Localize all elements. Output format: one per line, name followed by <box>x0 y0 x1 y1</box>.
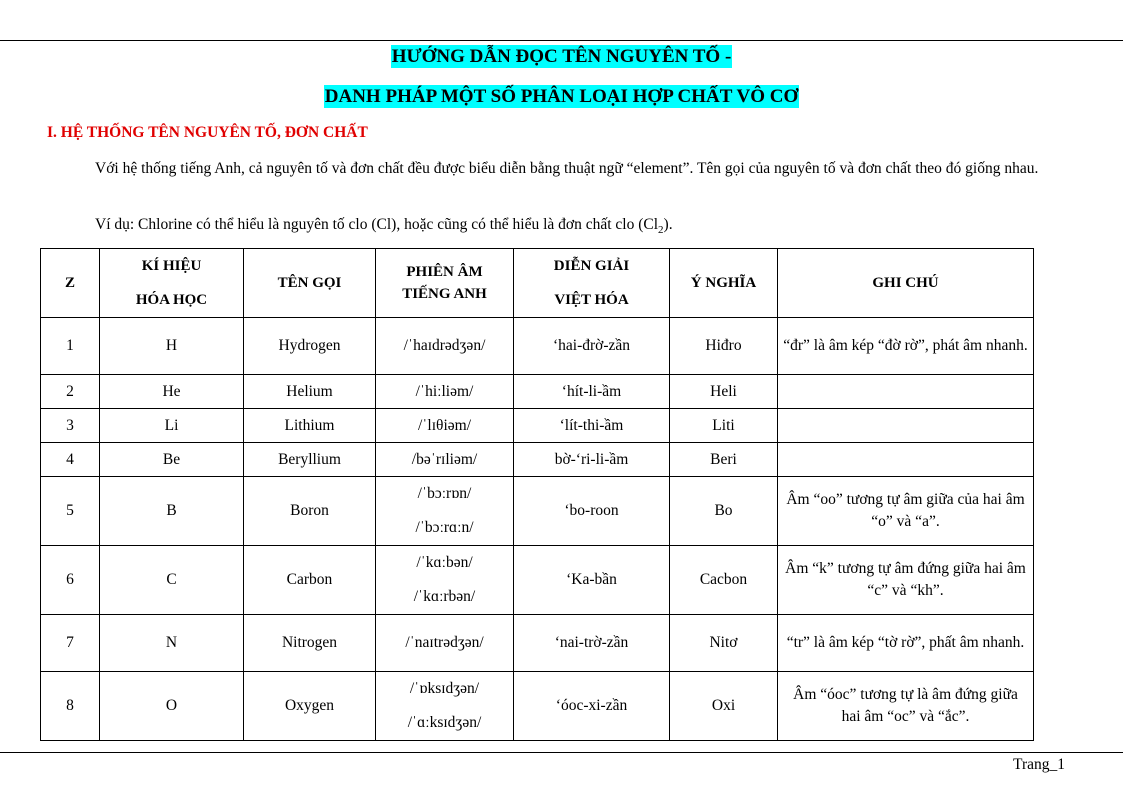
cell-ipa: /bəˈrɪliəm/ <box>376 443 514 477</box>
cell-symbol: Li <box>100 409 244 443</box>
cell-z: 2 <box>41 375 100 409</box>
cell-z: 3 <box>41 409 100 443</box>
ipa-variant-1: /ˈbɔːrɒn/ <box>417 485 472 502</box>
cell-meaning: Liti <box>670 409 778 443</box>
cell-symbol: O <box>100 672 244 741</box>
header-name: TÊN GỌI <box>244 249 376 318</box>
cell-ipa <box>376 546 514 615</box>
ipa-variant-2: /ˈkɑːrbən/ <box>413 588 476 605</box>
cell-note <box>778 409 1034 443</box>
cell-symbol: Be <box>100 443 244 477</box>
cell-note: Âm “k” tương tự âm đứng giữa hai âm “c” và “kh”. <box>778 546 1034 615</box>
cell-viet: ‘óoc-xi-zần <box>514 672 670 741</box>
page-number: Trang_1 <box>1013 756 1065 773</box>
cell-z: 7 <box>41 615 100 672</box>
cell-note <box>778 375 1034 409</box>
cell-ipa: /ˈhiːliəm/ <box>376 375 514 409</box>
cell-meaning: Cacbon <box>670 546 778 615</box>
cell-viet: ‘lít-thi-ầm <box>514 409 670 443</box>
table-row <box>41 375 1034 409</box>
cell-meaning: Beri <box>670 443 778 477</box>
table-row <box>41 477 1034 546</box>
header-z: Z <box>41 249 100 318</box>
document-title-line-2 <box>0 86 1123 108</box>
cell-symbol: H <box>100 318 244 375</box>
cell-ipa: /ˈlɪθiəm/ <box>376 409 514 443</box>
header-note: GHI CHÚ <box>778 249 1034 318</box>
table-header-row <box>41 249 1034 318</box>
cell-note: Âm “oo” tương tự âm giữa của hai âm “o” và “a”. <box>778 477 1034 546</box>
header-viet <box>514 249 670 318</box>
ipa-variant-1: /ˈɒksɪdʒən/ <box>409 680 480 697</box>
cell-name: Hydrogen <box>244 318 376 375</box>
title-highlight-1: HƯỚNG DẪN ĐỌC TÊN NGUYÊN TỐ - <box>391 46 732 67</box>
cell-note: “tr” là âm kép “tờ rờ”, phất âm nhanh. <box>778 615 1034 672</box>
cell-ipa: /ˈhaɪdrədʒən/ <box>376 318 514 375</box>
cell-meaning: Hiđro <box>670 318 778 375</box>
header-ipa-line-1: PHIÊN ÂM <box>406 264 483 280</box>
cell-name: Nitrogen <box>244 615 376 672</box>
cell-meaning: Oxi <box>670 672 778 741</box>
header-viet-line-1: DIỄN GIẢI <box>553 258 630 274</box>
cell-z: 8 <box>41 672 100 741</box>
cell-ipa: /ˈnaɪtrədʒən/ <box>376 615 514 672</box>
table-row <box>41 615 1034 672</box>
cell-z: 5 <box>41 477 100 546</box>
cell-name: Lithium <box>244 409 376 443</box>
section-heading: I. HỆ THỐNG TÊN NGUYÊN TỐ, ĐƠN CHẤT <box>47 124 368 141</box>
cell-note: “đr” là âm kép “đờ rờ”, phát âm nhanh. <box>778 318 1034 375</box>
example-text: Ví dụ: Chlorine có thể hiểu là nguyên tố clo (Cl), hoặc cũng có thể hiểu là đơn chất clo (Cl <box>95 216 659 233</box>
cell-symbol: N <box>100 615 244 672</box>
cell-viet: ‘bo-roon <box>514 477 670 546</box>
header-symbol-line-1: KÍ HIỆU <box>141 258 202 274</box>
top-rule <box>0 40 1123 41</box>
element-table <box>40 248 1034 741</box>
header-ipa-line-2: TIẾNG ANH <box>402 286 487 302</box>
ipa-variant-2: /ˈɑːksɪdʒən/ <box>407 714 482 731</box>
table-row <box>41 318 1034 375</box>
cell-name: Carbon <box>244 546 376 615</box>
example-subscript: 2 <box>658 224 664 237</box>
table-row <box>41 546 1034 615</box>
example-paragraph <box>47 213 1077 242</box>
cell-viet: ‘nai-trờ-zần <box>514 615 670 672</box>
cell-meaning: Nitơ <box>670 615 778 672</box>
table-row <box>41 672 1034 741</box>
table-row <box>41 409 1034 443</box>
intro-paragraph: Với hệ thống tiếng Anh, cả nguyên tố và đơn chất đều được biểu diễn bằng thuật ngữ “element”. Tên gọi của nguyên tố và đơn chất theo đó giống nhau. <box>95 160 1039 177</box>
cell-name: Helium <box>244 375 376 409</box>
bottom-rule <box>0 752 1123 753</box>
cell-viet: ‘hít-li-ầm <box>514 375 670 409</box>
cell-name: Oxygen <box>244 672 376 741</box>
cell-note: Âm “óoc” tương tự là âm đứng giữa hai âm “oc” và “ắc”. <box>778 672 1034 741</box>
cell-note <box>778 443 1034 477</box>
cell-meaning: Bo <box>670 477 778 546</box>
cell-symbol: B <box>100 477 244 546</box>
header-meaning: Ý NGHĨA <box>670 249 778 318</box>
ipa-variant-1: /ˈkɑːbən/ <box>416 554 473 571</box>
document-title-line-1 <box>0 46 1123 68</box>
header-viet-line-2: VIỆT HÓA <box>554 292 629 308</box>
cell-meaning: Heli <box>670 375 778 409</box>
cell-name: Beryllium <box>244 443 376 477</box>
cell-ipa <box>376 672 514 741</box>
example-text-end: ). <box>663 216 673 233</box>
cell-symbol: He <box>100 375 244 409</box>
cell-name: Boron <box>244 477 376 546</box>
ipa-variant-2: /ˈbɔːrɑːn/ <box>415 519 474 536</box>
header-symbol <box>100 249 244 318</box>
cell-viet: ‘hai-đrờ-zần <box>514 318 670 375</box>
header-symbol-line-2: HÓA HỌC <box>135 292 208 308</box>
cell-z: 6 <box>41 546 100 615</box>
cell-viet: bờ-‘ri-li-ầm <box>514 443 670 477</box>
title-highlight-2: DANH PHÁP MỘT SỐ PHÂN LOẠI HỢP CHẤT VÔ CƠ <box>324 86 799 107</box>
table-row <box>41 443 1034 477</box>
cell-ipa <box>376 477 514 546</box>
header-ipa <box>376 249 514 318</box>
cell-z: 1 <box>41 318 100 375</box>
cell-symbol: C <box>100 546 244 615</box>
cell-viet: ‘Ka-bần <box>514 546 670 615</box>
cell-z: 4 <box>41 443 100 477</box>
